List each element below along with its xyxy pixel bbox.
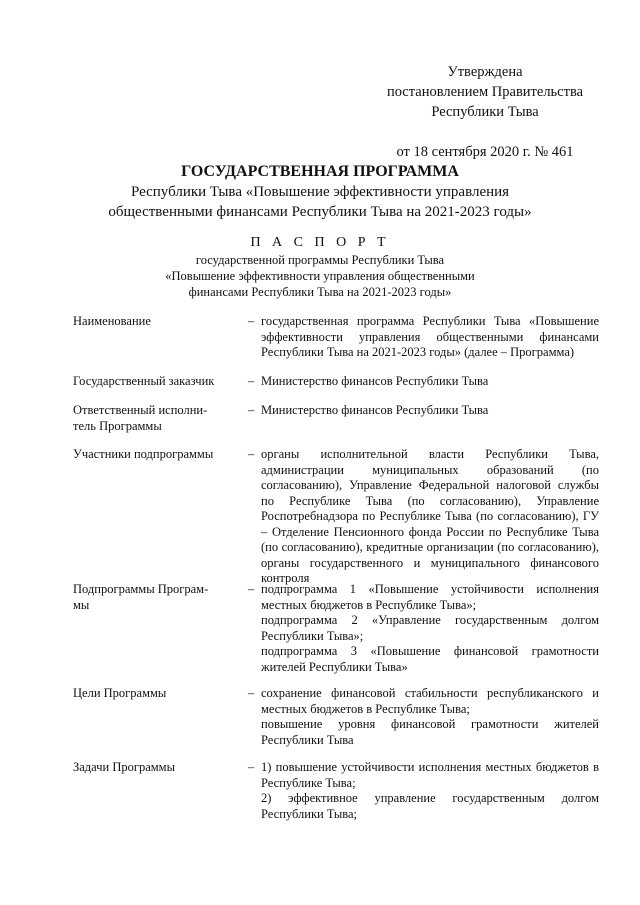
approval-line: Утверждена [447, 64, 523, 80]
row-value: Министерство финансов Республики Тыва [261, 403, 489, 417]
passport-heading-block [60, 235, 580, 300]
row-label: Ответственный исполни- тель Программы [73, 403, 208, 433]
title-line: Республики Тыва «Повышение эффективности управления [130, 184, 510, 200]
row-dash: – [248, 447, 255, 461]
passport-heading: П А С П О Р Т [250, 235, 390, 250]
passport-line: финансами Республики Тыва на 2021-2023 годы» [188, 285, 452, 299]
row-value: подпрограмма 1 «Повышение устойчивости исполнения местных бюджетов в Республике Тыва»; подпрограмма 2 «Управление государственным долгом Республики Тыва»; подпрограмма 3 «Повышение финансовой грамотности жителей Республики Тыва» [261, 582, 599, 674]
passport-line: государственной программы Республики Тыва [195, 253, 445, 267]
approval-line: постановлением Правительства [386, 84, 584, 100]
title-line: общественными финансами Республики Тыва на 2021-2023 годы» [108, 204, 532, 220]
row-dash: – [248, 314, 255, 328]
approval-stamp [360, 62, 610, 162]
title-main: ГОСУДАРСТВЕННАЯ ПРОГРАММА [181, 163, 459, 180]
row-label: Наименование [73, 314, 151, 328]
row-label: Подпрограммы Програм- мы [73, 582, 209, 612]
row-dash: – [248, 582, 255, 596]
row-dash: – [248, 403, 255, 417]
row-value: органы исполнительной власти Республики Тыва, администрации муниципальных образований (по согласованию), Управление Федеральной налоговой службы по Республике Тыва (по согласованию), Управление Роспотребнадзора по Республике Тыва (по согласованию), ГУ – Отделение Пенсионного фонда России по Республике Тыва (по согласованию), кредитные организации (по согласованию), органы государственного и муниципального финансового контроля [261, 447, 599, 585]
row-label: Задачи Программы [73, 760, 175, 774]
row-label: Цели Программы [73, 686, 167, 700]
row-label: Государственный заказчик [73, 374, 215, 388]
row-dash: – [248, 760, 255, 774]
approval-date: от 18 сентября 2020 г. № 461 [396, 144, 574, 160]
row-value: сохранение финансовой стабильности республиканского и местных бюджетов в Республике Тыва; повышение уровня финансовой грамотности жителей Республики Тыва [261, 686, 599, 747]
passport-line: «Повышение эффективности управления общественными [165, 269, 475, 283]
approval-line: Республики Тыва [431, 104, 539, 120]
row-value: 1) повышение устойчивости исполнения местных бюджетов в Республике Тыва; 2) эффективное управление государственным долгом Республики Тыва; [261, 760, 599, 821]
row-dash: – [248, 374, 255, 388]
row-value: государственная программа Республики Тыва «Повышение эффективности управления общественными финансами Республики Тыва на 2021-2023 годы» (далее – Программа) [261, 314, 599, 359]
row-dash: – [248, 686, 255, 700]
row-label: Участники подпрограммы [73, 447, 214, 461]
document-title [40, 162, 600, 222]
row-value: Министерство финансов Республики Тыва [261, 374, 489, 388]
